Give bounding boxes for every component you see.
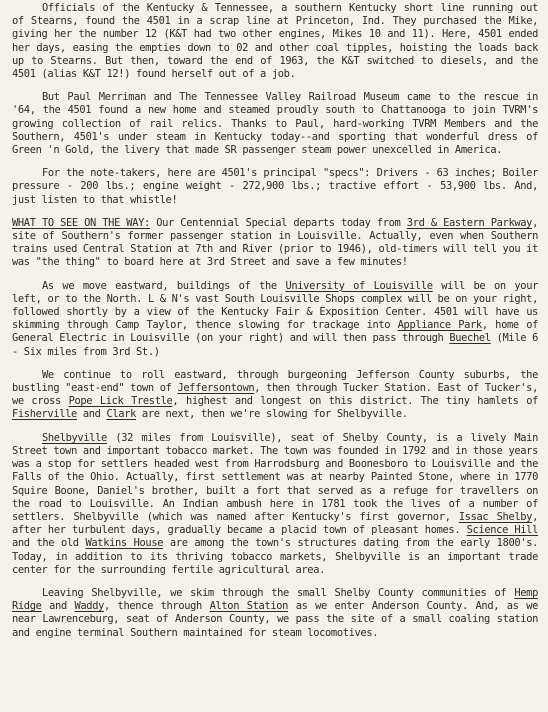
underlined-place-name: Watkins House [85,537,164,550]
paragraph [12,369,538,422]
text-run: and [76,408,107,421]
underlined-place-name: Science Hill [466,524,538,537]
text-run: , thence through [104,600,210,613]
underlined-place-name: Buechel [449,332,491,345]
paragraph [12,2,538,81]
text-run: , home of General Electric in Louisville (on your right) and will then pass through [12,319,539,345]
text-run: as we enter Anderson County. And, as we near Lawrenceburg, seat of Anderson County, we pass the site of a small coaling station and engine terminal Southern maintained for steam locomotives. [12,600,539,639]
text-run: As we move eastward, buildings of the [42,279,286,292]
text-run: (Mile 6 - Six miles from 3rd St.) [12,332,538,358]
underlined-place-name: Pope Lick Trestle [68,395,173,408]
text-run: are next, then we're slowing for Shelbyville. [136,408,408,421]
underlined-place-name: Issac Shelby [458,510,533,523]
text-run: Our Centennial Special departs today from [149,216,407,229]
text-run: are among the town's structures dating from the early 1800's. Today, in addition to its thriving tobacco markets, Shelbyville is an important trade center for the surrounding fertile agricultural area. [12,537,538,576]
text-run: will be on your left, or to the North. L & N's vast South Louisville Shops complex will be on your right, followed shortly by a view of the Kentucky Fair & Exposition Center. 4501 will have us skimming through Camp Taylor, thence slowing for trackage into [12,279,539,332]
text-run: , then through Tucker Station. East of Tucker's, we cross [12,382,538,408]
paragraph [12,217,538,270]
paragraph [12,91,538,157]
underlined-place-name: WHAT TO SEE ON THE WAY: [12,216,150,229]
paragraph [12,167,538,207]
text-run: , after her turbulent days, gradually became a placid town of pleasant homes. [12,510,538,537]
paragraph [12,432,538,577]
paragraph [12,587,538,640]
text-run: and [41,600,75,613]
underlined-place-name: Clark [106,408,137,421]
underlined-place-name: Shelbyville [42,431,107,444]
text-run: (32 miles from Louisville), seat of Shelby County, is a lively Main Street town and important tobacco market. The town was founded in 1792 and in those years was a stop for settlers headed west from Harrodsburg and Boonesboro to Louisville and the Falls of the Ohio. Actually, first settlement was at nearby Painted Stone, where in 1770 Squire Boone, Daniel's brother, built a fort that served as a refuge for travellers on the road to Louisville. An Indian ambush here in 1781 took the lives of a number of settlers. Shelbyville (which was named after Kentucky's first governor, [12,431,538,523]
text-run: Leaving Shelbyville, we skim through the small Shelby County communities of [42,586,515,599]
paragraph [12,280,538,359]
underlined-place-name: Fisherville [12,408,77,421]
underlined-place-name: Alton Station [209,600,289,613]
text-run: But Paul Merriman and The Tennessee Valley Railroad Museum came to the rescue in '64, the 4501 found a new home and steamed proudly south to Chattanooga to join TVRM's growing collection of rail relics. Thanks to Paul, hard-working TVRM Members and the Southern, 4501's under steam in Kentucky today--and sporting that wonderful dress of Green 'n Gold, the livery that made SR passenger steam power unexcelled in America. [12,91,538,157]
text-run: For the note-takers, here are 4501's principal "specs": Drivers - 63 inches; Boiler pressure - 200 lbs.; engine weight - 272,900 lbs.; tractive effort - 53,900 lbs. And, just listen to that whistle! [12,167,538,206]
underlined-place-name: Jeffersontown [177,382,255,395]
text-run: and the old [12,537,86,550]
text-run: , highest and longest on this district. The tiny hamlets of [172,395,539,408]
underlined-place-name: Appliance Park [397,319,482,332]
text-run: Officials of the Kentucky & Tennessee, a southern Kentucky short line running out of Stearns, found the 4501 in a scrap line at Princeton, Ind. They purchased the Mike, giving her the number 12 (K&T had two other engines, Mikes 10 and 11). Here, 4501 ended her days, easing the empties down to 02 and other coal tipples, hoisting the loads back up to Stearns. But then, toward the end of 1963, the K&T switched to diesels, and the 4501 (alias K&T 12!) found herself out of a job. [12,2,538,81]
text-run: We continue to roll eastward, through burgeoning Jefferson County suburbs, the bustling "east-end" town of [12,368,538,395]
underlined-place-name: University of Louisville [285,279,433,292]
underlined-place-name: Waddy [74,600,105,613]
underlined-place-name: 3rd & Eastern Parkway [406,216,533,229]
text-run: , site of Southern's former passenger station in Louisville. Actually, even when Southern trains used Central Station at 7th and River (prior to 1946), old-timers will tell you it was "the thing" to board here at 3rd Street and save a few minutes! [12,216,538,269]
underlined-place-name: Hemp Ridge [12,586,538,613]
